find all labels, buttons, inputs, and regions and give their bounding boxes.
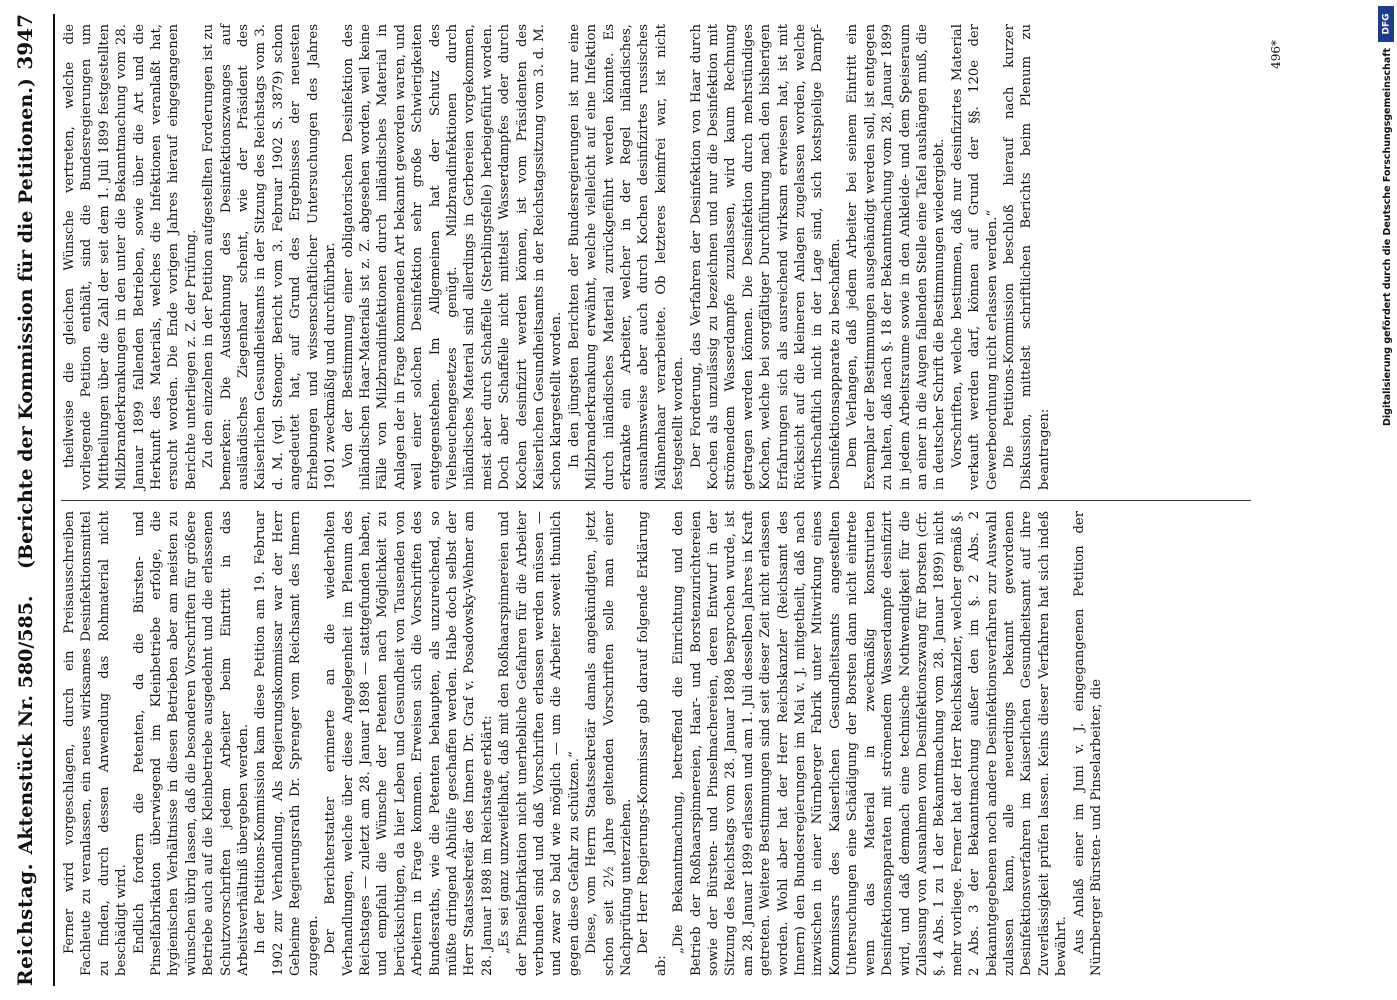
page-number: 3947 — [13, 14, 37, 70]
dfg-logo — [1378, 6, 1394, 42]
digitization-credit — [1375, 0, 1397, 1000]
left-column — [61, 500, 1251, 986]
right-column-paragraph: Die Petitions-Kommission beschloß hierauf nach kurzer Diskussion, mittelst schriftlichen Berichts beim Plenum zu beantragen: — [1001, 24, 1052, 490]
left-column-paragraph: Endlich fordern die Petenten, da die Bürsten- und Pinselfabrikation überwiegend im Kleinbetriebe erfolge, die hygienischen Verhältnisse in diesen Betrieben aber am meisten zu wünschen übrig lassen, daß die besonderen Vorschriften für größere Betriebe auch auf die Kleinbetriebe ausgedehnt und die erlassenen Schutzvorschriften jedem Arbeiter beim Eintritt in das Arbeitsverhältniß übergeben werden. — [131, 511, 252, 976]
header-title — [15, 70, 37, 863]
header-reichstag: Reichstag. — [13, 862, 37, 986]
right-column-paragraph: In den jüngsten Berichten der Bundesregierungen ist nur eine Milzbranderkrankung erwähnt, welche vielleicht auf eine Infektion durch inländisches Material zurückgeführt werden könnte. Es erkrankte ein Arbeiter, welcher in der Regel inländisches, ausnahmsweise aber auch durch Kochen desinfizirtes russisches Mähnenhaar verarbeitete. Ob letzteres keimfrei war, ist nicht festgestellt worden. — [566, 24, 687, 490]
left-column-paragraph: Der Berichterstatter erinnerte an die wiederholten Verhandlungen, welche über diese Angelegenheit im Plenum des Reichstages — zuletzt am 28. Januar 1898 — stattgefunden haben, und empfahl die Wünsche der Petenten nach Möglichkeit zu berücksichtigen, da hier Leben und Gesundheit von Tausenden von Arbeitern in Frage kommen. Erweisen sich die Vorschriften des Bundesraths, wie die Petenten behaupten, als unzureichend, so müßte dringend Abhülfe geschaffen werden. Habe doch selbst der Herr Staatssekretär des Innern Dr. Graf v. Posadowsky-Wehner am 28. Januar 1898 im Reichstage erklärt: — [323, 511, 495, 976]
credit-text: Digitalisierung gefördert durch die Deutsche Forschungsgemeinschaft — [1382, 48, 1393, 426]
left-column-paragraph: Aus Anlaß einer im Juni v. J. eingegangenen Petition der Nürnberger Bürsten- und Pinselarbeiter, die — [1071, 511, 1104, 976]
right-column-paragraph: theilweise die gleichen Wünsche vertreten, welche die vorliegende Petition enthält, sind die Bundesregierungen um Mittheilungen über die Zahl der seit dem 1. Juli 1899 festgestellten Milzbranderkrankungen in den unter die Bekanntmachung vom 28. Januar 1899 fallenden Betrieben, sowie über die Art und die Herkunft des Materials, welches die Infektionen veranlaßt hat, ersucht worden. Die Ende vorigen Jahres hierauf eingegangenen Berichte unterliegen z. Z. der Prüfung. — [62, 24, 199, 490]
document-page — [5, 0, 1295, 1000]
right-column-paragraph: Der Forderung, das Verfahren der Desinfektion von Haar durch Kochen als unzulässig zu bezeichnen und nur die Desinfektion mit strömendem Wasserdampfe zuzulassen, wird kaum Rechnung getragen werden können. Die Desinfektion durch mehrstündiges Kochen, welche bei sorgfältiger Durchführung nach den bisherigen Erfahrungen sich als ausreichend wirksam erwiesen hat, ist mit Rücksicht auf die kleineren Anlagen zugelassen worden, welche wirthschaftlich nicht in der Lage sind, sich kostspielige Dampf-Desinfektionsapparate zu beschaffen. — [688, 24, 843, 490]
right-column-paragraph: Von der Bestimmung einer obligatorischen Desinfektion des inländischen Haar-Materials ist z. Z. abgesehen worden, weil keine Fälle von Milzbrandinfektionen durch inländisches Material in Anlagen der in Frage kommenden Art bekannt geworden waren, und weil einer solchen Desinfektion sehr große Schwierigkeiten entgegenstehen. Im Allgemeinen hat der Schutz des Viehseuchengesetzes genügt. Milzbrandinfektionen durch inländisches Material sind allerdings in Gerbereien vorgekommen, meist aber durch Schaffelle (Sterblingsfelle) herbeigeführt worden. Doch aber Schaffelle nicht mittelst Wasserdampfes oder durch Kochen desinfizirt werden können, ist vom Präsidenten des Kaiserlichen Gesundheitsamts in der Reichstagssitzung vom 3. d. M. schon klargestellt worden. — [340, 24, 565, 490]
right-column-paragraph: Dem Verlangen, daß jedem Arbeiter bei seinem Eintritt ein Exemplar der Bestimmungen ausgehändigt werden soll, ist entgegen zu halten, daß nach §. 18 der Bekanntmachung vom 28. Januar 1899 in jedem Arbeitsraume sowie in den Ankleide- und dem Speiseraum an einer in die Augen fallenden Stelle eine Tafel aushängen muß, die in deutscher Schrift die Bestimmungen wiedergiebt. — [845, 24, 948, 490]
right-column-paragraph: Zu den einzelnen in der Petition aufgestellten Forderungen ist zu bemerken: Die Ausdehnung des Desinfektionszwanges auf ausländisches Ziegenhaar scheint, wie der Präsident des Kaiserlichen Gesundheitsamts in der Sitzung des Reichstags vom 3. d. M. (vgl. Stenogr. Bericht vom 3. Februar 1902 S. 3879) schon angedeutet hat, auf Grund des Ergebnisses der neuesten Erhebungen und wissenschaftlicher Untersuchungen des Jahres 1901 zweckmäßig und durchführbar. — [201, 24, 339, 490]
left-column-paragraph: Der Herr Regierungs-Kommissar gab darauf folgende Erklärung ab: — [636, 511, 669, 976]
header-aktenstueck: Aktenstück Nr. 580/585. — [15, 595, 37, 855]
left-column-paragraph: „Es sei ganz unzweifelhaft, daß mit den Roßhaarspinnereien und der Pinselfabrikation nicht unerhebliche Gefahren für die Arbeiter verbunden sind und daß Vorschriften erlassen werden müssen — und zwar so bald wie möglich — um die Arbeiter soweit thunlich gegen diese Gefahr zu schützen.“ — [497, 511, 582, 976]
header-section: (Berichte der Kommission für die Petitionen.) — [15, 78, 37, 569]
sheet-mark: 496* — [1269, 40, 1283, 69]
left-column-paragraph: Diese, vom Herrn Staatssekretär damals angekündigten, jetzt schon seit 2½ Jahre geltenden Vorschriften solle man einer Nachprüfung unterziehen. — [584, 511, 634, 976]
left-column-paragraph: In der Petitions-Kommission kam diese Petition am 19. Februar 1902 zur Verhandlung. Als Regierungskommissar war der Herr Geheime Regierungsrath Dr. Sprenger vom Reichsamt des Innern zugegen. — [253, 511, 321, 976]
page-header — [13, 14, 55, 986]
text-columns — [61, 14, 1251, 986]
left-column-paragraph: Ferner wird vorgeschlagen, durch ein Preisausschreiben Fachleute zu veranlassen, ein neues wirksames Desinfektionsmittel zu finden, durch dessen Anwendung das Rohmaterial nicht beschädigt wird. — [62, 511, 130, 976]
right-column — [61, 14, 1251, 500]
dfg-logo-text: DFG — [1381, 13, 1392, 35]
right-column-paragraph: Vorschriften, welche bestimmen, daß nur desinfizirtes Material verkauft werden darf, können auf Grund der §§. 120e der Gewerbeordnung nicht erlassen werden.“ — [949, 24, 1000, 490]
left-column-paragraph: „Die Bekanntmachung, betreffend die Einrichtung und den Betrieb der Roßhaarspinnereien, Haar- und Borstenzurichtereien sowie der Bürsten- und Pinselmachereien, deren Entwurf in der Sitzung des Reichstags vom 28. Januar 1898 besprochen wurde, ist am 28. Januar 1899 erlassen und am 1. Juli desselben Jahres in Kraft getreten. Weitere Bestimmungen sind seit dieser Zeit nicht erlassen worden. Wohl aber hat der Herr Reichskanzler (Reichsamt des Innern) den Bundesregierungen im Mai v. J. mitgetheilt, daß nach inzwischen in einer Nürnberger Fabrik unter Mitwirkung eines Kommissars des Kaiserlichen Gesundheitsamts angestellten Untersuchungen eine Schädigung der Borsten dann nicht eintrete wenn das Material in zweckmäßig konstruirten Desinfektionsapparaten mit strömendem Wasserdampfe desinfizirt wird, und daß demnach eine technische Nothwendigkeit für die Zulassung von Ausnahmen vom Desinfektionszwang für Borsten (cfr. §. 4 Abs. 1 zu 1 der Bekanntmachung vom 28. Januar 1899) nicht mehr vorliege. Ferner hat der Herr Reichskanzler, welcher gemäß §. 2 Abs. 3 der Bekanntmachung außer den im §. 2 Abs. 2 bekanntgegebenen noch andere Desinfektionsverfahren zur Auswahl zulassen kann, alle neuerdings bekannt gewordenen Desinfektionsverfahren im Kaiserlichen Gesundheitsamt auf ihre Zuverlässigkeit prüfen lassen. Keins dieser Verfahren hat sich indeß bewährt. — [671, 511, 1070, 976]
